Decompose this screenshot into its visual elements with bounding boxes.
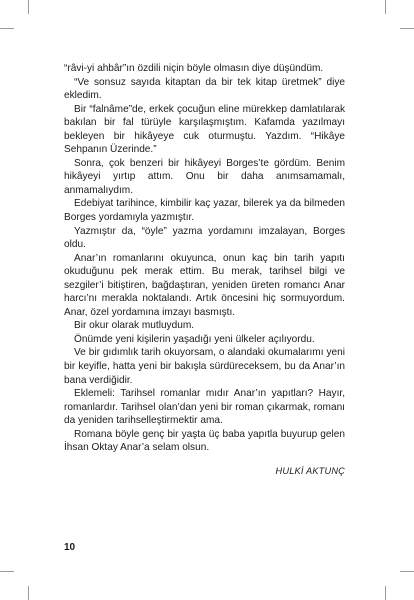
crop-mark-top-right-horizontal xyxy=(400,28,414,29)
crop-mark-top-left-vertical xyxy=(28,0,29,14)
paragraph-4: Sonra, çok benzeri bir hikâyeyi Borges’te gördüm. Benim hikâyeyi yırtıp attım. Onu bir daha anımsamamalı, anmamalıydım. xyxy=(64,157,345,196)
body-text xyxy=(64,62,345,478)
paragraph-3: Bir “falnâme”de, erkek çocuğun eline mürekkep damlatılarak bakılan bir fal türüyle karşılaşmıştım. Kafamda yazılmayı bekleyen bir hikâyeye cuk oturmuştu. Yazdım. “Hikâye Sehpanın Üzerinde.” xyxy=(64,103,345,156)
paragraph-11: Eklemeli: Tarihsel romanlar mıdır Anar’ın yapıtları? Hayır, romanlardır. Tarihsel olan’dan yeni bir roman çıkarmak, romanı da yeniden tarihselleştirmektir ama. xyxy=(64,388,345,427)
paragraph-10: Ve bir gıdımlık tarih okuyorsam, o alandaki okumalarımı yeni bir keyifle, hatta yeni bir bakışla sürdüreceksem, bu da Anar’ın bana verdiğidir. xyxy=(64,347,345,386)
crop-mark-top-right-vertical xyxy=(385,0,386,14)
paragraph-8: Bir okur olarak mutluydum. xyxy=(74,320,195,332)
paragraph-2: “Ve sonsuz sayıda kitaptan da bir tek kitap üretmek” diye ekledim. xyxy=(64,76,345,102)
paragraph-5: Edebiyat tarihince, kimbilir kaç yazar, bilerek ya da bilmeden Borges yordamıyla yazmıştır. xyxy=(64,198,345,224)
paragraph-9: Önümde yeni kişilerin yaşadığı yeni ülkeler açılıyordu. xyxy=(74,333,315,345)
paragraph-6: Yazmıştır da, “öyle” yazma yordamını imzalayan, Borges oldu. xyxy=(64,225,345,251)
paragraph-12: Romana böyle genç bir yaşta üç baba yapıtla buyurup gelen İhsan Oktay Anar’a selam olsun. xyxy=(64,428,345,454)
paragraph-7: Anar’ın romanlarını okuyunca, onun kaç bin tarih yapıtı okuduğunu pek merak ettim. Bu merak, tarihsel bilgi ve sezgiler’i bitiştiren, bağdaştıran, yeniden üreten romancı Anar harcı’nı merakla noktalandı. Artık öncesini hiç sormuyordum. Anar, özel yordamına imzayı basmıştı. xyxy=(64,252,345,318)
paragraph-1: “râvi-yi ahbâr”ın özdili niçin böyle olmasın diye düşündüm. xyxy=(64,63,324,74)
author-signature: HULKİ AKTUNÇ xyxy=(275,465,345,476)
crop-mark-bottom-right-vertical xyxy=(385,586,386,600)
crop-mark-bottom-left-vertical xyxy=(28,586,29,600)
page-number: 10 xyxy=(64,542,76,553)
crop-mark-bottom-left-horizontal xyxy=(0,571,14,572)
crop-mark-bottom-right-horizontal xyxy=(400,571,414,572)
crop-mark-top-left-horizontal xyxy=(0,28,14,29)
